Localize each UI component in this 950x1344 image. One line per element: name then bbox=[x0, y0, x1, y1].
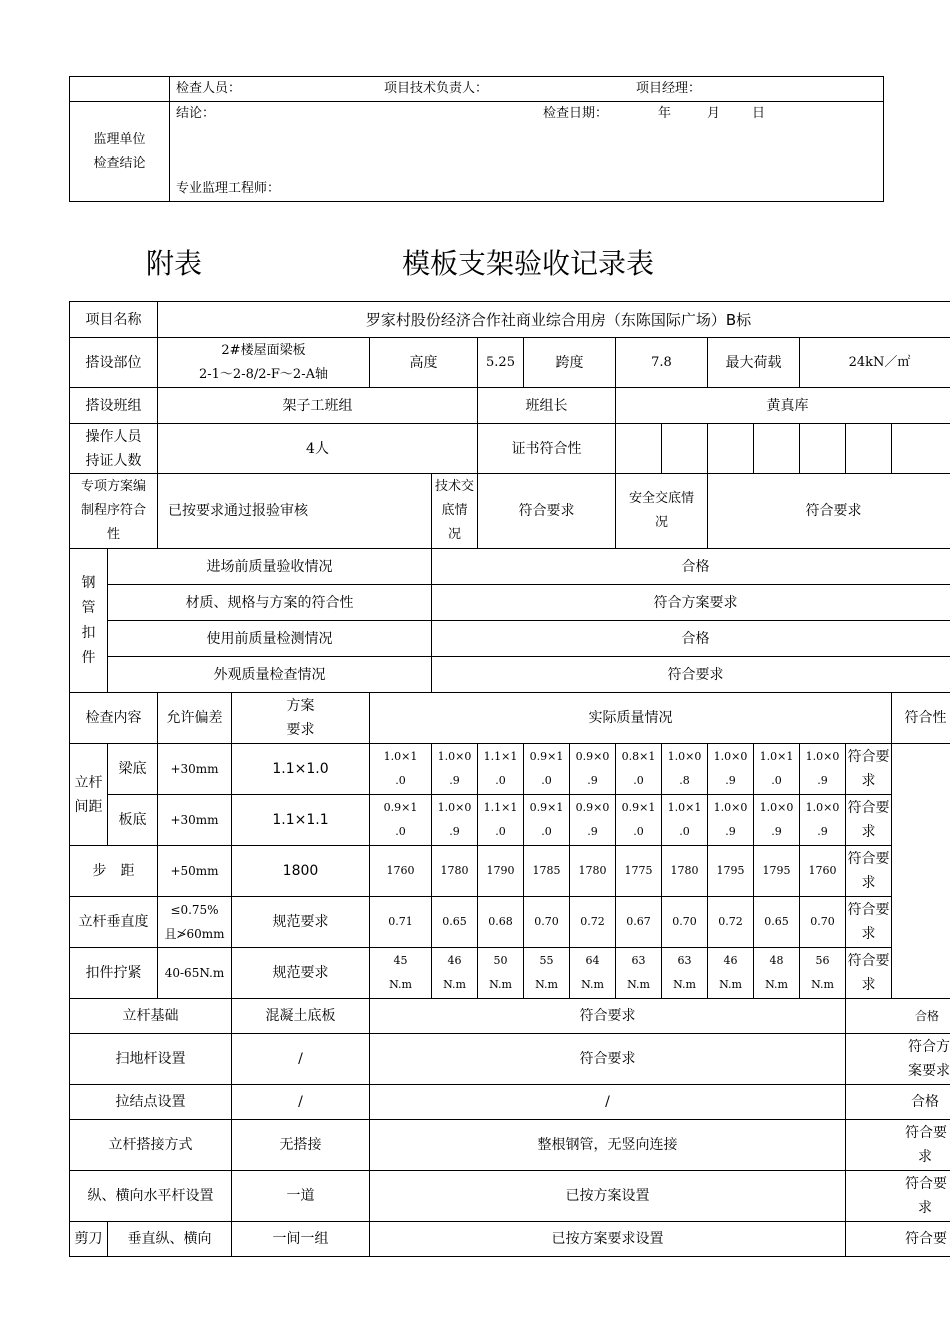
cert-cell bbox=[754, 424, 800, 474]
tech-brief-line1: 技术交底情 bbox=[434, 479, 474, 518]
slab-conform bbox=[846, 795, 892, 846]
vertical-tolerance bbox=[158, 897, 232, 948]
safety-brief-line2: 况 bbox=[654, 515, 668, 530]
sweep-rod-label: 扫地杆设置 bbox=[70, 1034, 232, 1085]
tv: 64 bbox=[585, 954, 600, 967]
tu: N.m bbox=[443, 978, 466, 991]
brace-sub-label: 垂直纵、横向 bbox=[108, 1222, 232, 1257]
torque-conform bbox=[846, 948, 892, 999]
torque-value bbox=[432, 948, 478, 999]
cert-cell bbox=[662, 424, 708, 474]
tv: 46 bbox=[723, 954, 738, 967]
c2: 案要求 bbox=[908, 1063, 950, 1079]
m-b: .9 bbox=[725, 825, 736, 838]
c1: 合格 bbox=[911, 1094, 940, 1110]
leader-value: 黄真库 bbox=[616, 388, 950, 424]
cert-cell bbox=[800, 424, 846, 474]
m-a: 1.0×0 bbox=[667, 750, 702, 763]
step-value: 1795 bbox=[754, 846, 800, 897]
team-label: 搭设班组 bbox=[70, 388, 158, 424]
tie-point-actual: / bbox=[370, 1085, 846, 1120]
c1: 符合要 bbox=[847, 851, 890, 867]
tu: N.m bbox=[581, 978, 604, 991]
splice-label: 立杆搭接方式 bbox=[70, 1120, 232, 1171]
step-value: 1775 bbox=[616, 846, 662, 897]
tech-brief-value: 符合要求 bbox=[478, 474, 616, 549]
pipe-section-label bbox=[70, 549, 108, 693]
tie-point-conform bbox=[846, 1085, 950, 1120]
c1: 符合要 bbox=[847, 953, 890, 969]
tv: 46 bbox=[447, 954, 462, 967]
m-a: 0.8×1 bbox=[621, 750, 656, 763]
project-name: 罗家村股份经济合作社商业综合用房（东陈国际广场）B标 bbox=[158, 302, 950, 338]
pipe-value: 符合要求 bbox=[432, 657, 950, 693]
pipe-label-char: 管 bbox=[81, 599, 96, 616]
tolerance-header: 允许偏差 bbox=[158, 693, 232, 744]
c1: 符合要 bbox=[847, 902, 890, 918]
step-label: 步 距 bbox=[70, 846, 158, 897]
m-b: .0 bbox=[633, 774, 644, 787]
beam-label: 梁底 bbox=[108, 744, 158, 795]
beam-measure bbox=[754, 744, 800, 795]
pole-spacing-line1: 立杆 bbox=[74, 774, 103, 791]
beam-conform bbox=[846, 744, 892, 795]
pipe-label-char: 件 bbox=[81, 649, 96, 666]
sweep-rod-actual: 符合要求 bbox=[370, 1034, 846, 1085]
vertical-value: 0.68 bbox=[478, 897, 524, 948]
height-value: 5.25 bbox=[478, 338, 524, 388]
m-b: .0 bbox=[395, 774, 406, 787]
foundation-plan: 混凝土底板 bbox=[232, 999, 370, 1034]
plan-label-line1: 专项方案编 bbox=[80, 479, 146, 494]
slab-label: 板底 bbox=[108, 795, 158, 846]
slab-measure bbox=[570, 795, 616, 846]
tv: 55 bbox=[539, 954, 554, 967]
beam-tolerance: +30mm bbox=[158, 744, 232, 795]
location-value bbox=[158, 338, 370, 388]
safety-brief-label bbox=[616, 474, 708, 549]
beam-measure bbox=[570, 744, 616, 795]
blank-cell bbox=[70, 77, 170, 102]
beam-measure bbox=[708, 744, 754, 795]
engineer-label: 专业监理工程师： bbox=[176, 181, 281, 196]
date-label: 检查日期： bbox=[543, 106, 609, 121]
max-load-label: 最大荷载 bbox=[708, 338, 800, 388]
m-a: 0.9×0 bbox=[575, 750, 610, 763]
horizontal-bar-actual: 已按方案设置 bbox=[370, 1171, 846, 1222]
m-b: .9 bbox=[449, 774, 460, 787]
operators-label-line1: 操作人员 bbox=[85, 428, 142, 445]
safety-brief-line1: 安全交底情 bbox=[628, 491, 694, 506]
pipe-label-char: 钢 bbox=[81, 574, 96, 591]
tech-brief-line2: 况 bbox=[447, 527, 461, 542]
page-title: 模板支架验收记录表 bbox=[402, 247, 655, 280]
project-name-label: 项目名称 bbox=[70, 302, 158, 338]
c1: 符合要 bbox=[905, 1176, 948, 1192]
year-label: 年 bbox=[658, 106, 672, 121]
vertical-plan: 规范要求 bbox=[232, 897, 370, 948]
operators-label bbox=[70, 424, 158, 474]
step-value: 1780 bbox=[662, 846, 708, 897]
location-line1: 2#楼屋面梁板 bbox=[221, 342, 306, 358]
safety-brief-value: 符合要求 bbox=[708, 474, 950, 549]
vt2: 且≯60mm bbox=[164, 927, 225, 941]
brace-conform bbox=[846, 1222, 950, 1257]
slab-measure bbox=[708, 795, 754, 846]
slab-measure bbox=[754, 795, 800, 846]
day-label: 日 bbox=[752, 106, 766, 121]
plan-header-line1: 方案 bbox=[286, 698, 315, 714]
step-value: 1790 bbox=[478, 846, 524, 897]
m-b: .9 bbox=[817, 774, 828, 787]
tie-point-plan: / bbox=[232, 1085, 370, 1120]
tv: 63 bbox=[631, 954, 646, 967]
m-b: .0 bbox=[541, 774, 552, 787]
c1: 符合方 bbox=[908, 1039, 950, 1055]
span-label: 跨度 bbox=[524, 338, 616, 388]
location-label: 搭设部位 bbox=[70, 338, 158, 388]
actual-header: 实际质量情况 bbox=[370, 693, 892, 744]
tv: 56 bbox=[815, 954, 830, 967]
cert-label: 证书符合性 bbox=[478, 424, 616, 474]
tu: N.m bbox=[673, 978, 696, 991]
plan-label-line3: 性 bbox=[106, 527, 120, 542]
pipe-value: 符合方案要求 bbox=[432, 585, 950, 621]
pipe-value: 合格 bbox=[432, 549, 950, 585]
slab-measure bbox=[478, 795, 524, 846]
c2: 求 bbox=[861, 824, 876, 840]
m-a: 0.9×1 bbox=[383, 801, 418, 814]
m-a: 1.0×0 bbox=[713, 750, 748, 763]
month-label: 月 bbox=[707, 106, 721, 121]
m-a: 0.9×1 bbox=[529, 801, 564, 814]
m-b: .0 bbox=[541, 825, 552, 838]
tv: 45 bbox=[393, 954, 408, 967]
supervision-label-line2: 检查结论 bbox=[93, 155, 146, 171]
foundation-label: 立杆基础 bbox=[70, 999, 232, 1034]
leader-label: 班组长 bbox=[478, 388, 616, 424]
m-b: .9 bbox=[587, 825, 598, 838]
torque-value bbox=[708, 948, 754, 999]
m-b: .9 bbox=[817, 825, 828, 838]
check-content-header: 检查内容 bbox=[70, 693, 158, 744]
sweep-rod-conform bbox=[846, 1034, 950, 1085]
brace-actual: 已按方案要求设置 bbox=[370, 1222, 846, 1257]
m-b: .9 bbox=[725, 774, 736, 787]
m-b: .0 bbox=[771, 774, 782, 787]
span-value: 7.8 bbox=[616, 338, 708, 388]
step-conform bbox=[846, 846, 892, 897]
beam-plan: 1.1×1.0 bbox=[232, 744, 370, 795]
vertical-value: 0.70 bbox=[662, 897, 708, 948]
plan-label-line2: 制程序符合 bbox=[80, 503, 146, 518]
c2: 求 bbox=[861, 773, 876, 789]
max-load-value: 24kN／㎡ bbox=[800, 338, 950, 388]
slab-measure bbox=[370, 795, 432, 846]
vertical-value: 0.70 bbox=[800, 897, 846, 948]
pipe-item: 外观质量检查情况 bbox=[108, 657, 432, 693]
plan-label bbox=[70, 474, 158, 549]
foundation-conform bbox=[846, 999, 950, 1034]
height-label: 高度 bbox=[370, 338, 478, 388]
team-value: 架子工班组 bbox=[158, 388, 478, 424]
vertical-label: 立杆垂直度 bbox=[70, 897, 158, 948]
vertical-value: 0.70 bbox=[524, 897, 570, 948]
m-a: 1.0×1 bbox=[383, 750, 418, 763]
tech-brief-label bbox=[432, 474, 478, 549]
cert-cell bbox=[708, 424, 754, 474]
vertical-conform bbox=[846, 897, 892, 948]
c2: 求 bbox=[918, 1200, 933, 1216]
m-a: 1.0×0 bbox=[805, 801, 840, 814]
m-a: 1.0×0 bbox=[805, 750, 840, 763]
signatures-row bbox=[170, 77, 884, 102]
slab-measure bbox=[524, 795, 570, 846]
supervision-label-line1: 监理单位 bbox=[93, 131, 146, 147]
c1: 符合要 bbox=[847, 800, 890, 816]
pole-spacing-line2: 间距 bbox=[74, 798, 103, 815]
step-value: 1760 bbox=[370, 846, 432, 897]
operators-value: 4人 bbox=[158, 424, 478, 474]
m-a: 0.9×1 bbox=[529, 750, 564, 763]
supervision-table bbox=[69, 76, 884, 202]
m-a: 1.0×1 bbox=[667, 801, 702, 814]
step-tolerance: +50mm bbox=[158, 846, 232, 897]
beam-measure bbox=[800, 744, 846, 795]
beam-measure bbox=[662, 744, 708, 795]
torque-value bbox=[370, 948, 432, 999]
inspector-label: 检查人员： bbox=[176, 81, 242, 96]
slab-measure bbox=[800, 795, 846, 846]
horizontal-bar-conform bbox=[846, 1171, 950, 1222]
m-a: 1.1×1 bbox=[483, 750, 518, 763]
tu: N.m bbox=[719, 978, 742, 991]
slab-measure bbox=[616, 795, 662, 846]
plan-value: 已按要求通过报验审核 bbox=[158, 474, 432, 549]
vertical-value: 0.72 bbox=[708, 897, 754, 948]
step-value: 1780 bbox=[432, 846, 478, 897]
supervision-label bbox=[70, 102, 170, 202]
pipe-value: 合格 bbox=[432, 621, 950, 657]
tu: N.m bbox=[389, 978, 412, 991]
tu: N.m bbox=[811, 978, 834, 991]
m-b: .0 bbox=[395, 825, 406, 838]
torque-value bbox=[524, 948, 570, 999]
torque-plan: 规范要求 bbox=[232, 948, 370, 999]
m-a: 0.9×0 bbox=[575, 801, 610, 814]
beam-measure bbox=[524, 744, 570, 795]
tu: N.m bbox=[627, 978, 650, 991]
beam-measure bbox=[370, 744, 432, 795]
step-value: 1795 bbox=[708, 846, 754, 897]
torque-value bbox=[800, 948, 846, 999]
m-b: .9 bbox=[771, 825, 782, 838]
tv: 48 bbox=[769, 954, 784, 967]
tu: N.m bbox=[489, 978, 512, 991]
c1: 符合要 bbox=[847, 749, 890, 765]
vertical-value: 0.71 bbox=[370, 897, 432, 948]
slab-tolerance: +30mm bbox=[158, 795, 232, 846]
vertical-value: 0.65 bbox=[754, 897, 800, 948]
pole-spacing-label bbox=[70, 744, 108, 846]
torque-tolerance: 40-65N.m bbox=[158, 948, 232, 999]
c2: 求 bbox=[861, 977, 876, 993]
tu: N.m bbox=[765, 978, 788, 991]
m-a: 1.0×0 bbox=[759, 801, 794, 814]
pipe-item: 进场前质量验收情况 bbox=[108, 549, 432, 585]
torque-value bbox=[570, 948, 616, 999]
beam-measure bbox=[616, 744, 662, 795]
plan-header bbox=[232, 693, 370, 744]
tie-point-label: 拉结点设置 bbox=[70, 1085, 232, 1120]
foundation-actual: 符合要求 bbox=[370, 999, 846, 1034]
brace-label: 剪刀 bbox=[70, 1222, 108, 1257]
pipe-item: 使用前质量检测情况 bbox=[108, 621, 432, 657]
tech-lead-label: 项目技术负责人： bbox=[384, 81, 489, 96]
torque-value bbox=[754, 948, 800, 999]
slab-plan: 1.1×1.1 bbox=[232, 795, 370, 846]
slab-measure bbox=[662, 795, 708, 846]
step-plan: 1800 bbox=[232, 846, 370, 897]
step-value: 1780 bbox=[570, 846, 616, 897]
title-prefix: 附表 bbox=[146, 247, 203, 280]
operators-label-line2: 持证人数 bbox=[85, 452, 142, 469]
splice-conform bbox=[846, 1120, 950, 1171]
m-a: 1.0×0 bbox=[437, 801, 472, 814]
m-b: .8 bbox=[679, 774, 690, 787]
location-line2: 2-1～2-8/2-F～2-A轴 bbox=[199, 366, 328, 382]
beam-measure bbox=[432, 744, 478, 795]
cert-cell bbox=[616, 424, 662, 474]
step-value: 1785 bbox=[524, 846, 570, 897]
plan-header-line2: 要求 bbox=[286, 722, 315, 738]
step-value: 1760 bbox=[800, 846, 846, 897]
c2: 求 bbox=[861, 926, 876, 942]
torque-value bbox=[616, 948, 662, 999]
pipe-label-char: 扣 bbox=[81, 624, 96, 641]
c1: 符合要 bbox=[905, 1125, 948, 1141]
tv: 63 bbox=[677, 954, 692, 967]
m-b: .9 bbox=[449, 825, 460, 838]
c2: 求 bbox=[918, 1149, 933, 1165]
c1: 符合要 bbox=[905, 1231, 948, 1247]
m-b: .0 bbox=[679, 825, 690, 838]
m-b: .9 bbox=[587, 774, 598, 787]
conclusion-label: 结论： bbox=[176, 106, 216, 121]
tu: N.m bbox=[535, 978, 558, 991]
c1: 合格 bbox=[915, 1009, 940, 1023]
m-b: .0 bbox=[495, 774, 506, 787]
torque-value bbox=[662, 948, 708, 999]
splice-plan: 无搭接 bbox=[232, 1120, 370, 1171]
tv: 50 bbox=[493, 954, 508, 967]
vertical-value: 0.67 bbox=[616, 897, 662, 948]
conclusion-cell bbox=[170, 102, 884, 202]
sweep-rod-plan: / bbox=[232, 1034, 370, 1085]
m-a: 1.0×0 bbox=[713, 801, 748, 814]
vertical-value: 0.72 bbox=[570, 897, 616, 948]
m-b: .0 bbox=[495, 825, 506, 838]
torque-label: 扣件拧紧 bbox=[70, 948, 158, 999]
pm-label: 项目经理： bbox=[636, 81, 702, 96]
m-a: 1.0×1 bbox=[759, 750, 794, 763]
m-a: 1.0×0 bbox=[437, 750, 472, 763]
splice-actual: 整根钢管，无竖向连接 bbox=[370, 1120, 846, 1171]
acceptance-table bbox=[69, 301, 950, 1257]
m-a: 1.1×1 bbox=[483, 801, 518, 814]
brace-plan: 一间一组 bbox=[232, 1222, 370, 1257]
vt1: ≤0.75% bbox=[170, 903, 219, 917]
m-b: .0 bbox=[633, 825, 644, 838]
torque-value bbox=[478, 948, 524, 999]
cert-cell bbox=[892, 424, 950, 474]
slab-measure bbox=[432, 795, 478, 846]
vertical-value: 0.65 bbox=[432, 897, 478, 948]
beam-measure bbox=[478, 744, 524, 795]
c2: 求 bbox=[861, 875, 876, 891]
pipe-item: 材质、规格与方案的符合性 bbox=[108, 585, 432, 621]
horizontal-bar-label: 纵、横向水平杆设置 bbox=[70, 1171, 232, 1222]
m-a: 0.9×1 bbox=[621, 801, 656, 814]
cert-cell bbox=[846, 424, 892, 474]
conform-header: 符合性 bbox=[892, 693, 950, 744]
horizontal-bar-plan: 一道 bbox=[232, 1171, 370, 1222]
